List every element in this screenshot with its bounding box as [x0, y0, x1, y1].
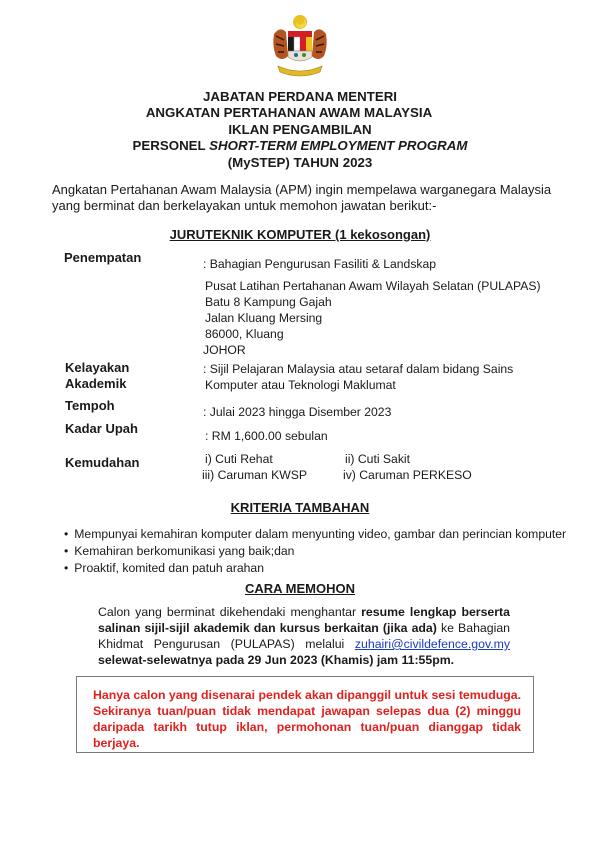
- intro-paragraph: Angkatan Pertahanan Awam Malaysia (APM) ingin mempelawa warganegara Malaysia yang berminat dan berkelayakan untuk memohon jawatan berikut:-: [52, 182, 552, 213]
- placement-value: : Bahagian Pengurusan Fasiliti & Landskap: [203, 257, 437, 271]
- header-ministry: JABATAN PERDANA MENTERI: [202, 89, 398, 104]
- list-item: • Proaktif, komited dan patuh arahan: [64, 560, 566, 577]
- header-year: (MySTEP) TAHUN 2023: [227, 154, 373, 170]
- document-header: [0, 89, 600, 171]
- header-ad-type: IKLAN PENGAMBILAN: [228, 121, 372, 137]
- qualification-value: : Sijil Pelajaran Malaysia atau setaraf dalam bidang Sains Komputer atau Teknologi Maklumat: [203, 362, 514, 392]
- email-link[interactable]: zuhairi@civildefence.gov.my: [354, 637, 510, 651]
- wage-label: Kadar Upah: [65, 421, 138, 436]
- benefit-item: iii) Caruman KWSP: [202, 468, 307, 482]
- header-program: PERSONEL SHORT-TERM EMPLOYMENT PROGRAM: [132, 138, 468, 154]
- placement-address: Pusat Latihan Pertahanan Awam Wilayah Selatan (PULAPAS) Batu 8 Kampung Gajah Jalan Kluang Mersing 86000, Kluang JOHOR: [203, 279, 541, 357]
- post-title: JURUTEKNIK KOMPUTER (1 kekosongan): [169, 227, 431, 242]
- benefit-item: iv) Caruman PERKESO: [343, 468, 472, 482]
- header-department: ANGKATAN PERTAHANAN AWAM MALAYSIA: [145, 105, 433, 121]
- duration-value: : Julai 2023 hingga Disember 2023: [203, 405, 392, 419]
- benefit-item: ii) Cuti Sakit: [345, 452, 411, 466]
- criteria-title: KRITERIA TAMBAHAN: [230, 500, 370, 515]
- duration-label: Tempoh: [65, 398, 115, 413]
- benefit-item: i) Cuti Rehat: [205, 452, 273, 466]
- malaysia-coat-of-arms-icon: [268, 12, 332, 80]
- list-item: • Kemahiran berkomunikasi yang baik;dan: [64, 543, 566, 560]
- wage-value: : RM 1,600.00 sebulan: [205, 429, 328, 443]
- list-item: • Mempunyai kemahiran komputer dalam menyunting video, gambar dan perincian komputer: [64, 526, 566, 543]
- apply-title: CARA MEMOHON: [244, 581, 355, 596]
- qualification-label: Kelayakan Akademik: [65, 360, 130, 391]
- benefits-label: Kemudahan: [65, 455, 140, 470]
- apply-paragraph: Calon yang berminat dikehendaki menghantar resume lengkap berserta salinan sijil-sijil akademik dan kursus berkaitan (jika ada) ke Bahagian Khidmat Pengurusan (PULAPAS) melalui zuhairi@civildefence.gov.my selewat-selewatnya pada 29 Jun 2023 (Khamis) jam 11:55pm.: [98, 605, 510, 667]
- notice-box: [76, 676, 534, 753]
- notice-text: Hanya calon yang disenarai pendek akan dipanggil untuk sesi temuduga. Sekiranya tuan/puan tidak mendapat jawapan selepas dua (2) minggu daripada tarikh tutup iklan, permohonan tuan/puan dianggap tidak berjaya.: [93, 688, 521, 750]
- placement-label: Penempatan: [64, 250, 142, 265]
- criteria-list: [64, 526, 566, 577]
